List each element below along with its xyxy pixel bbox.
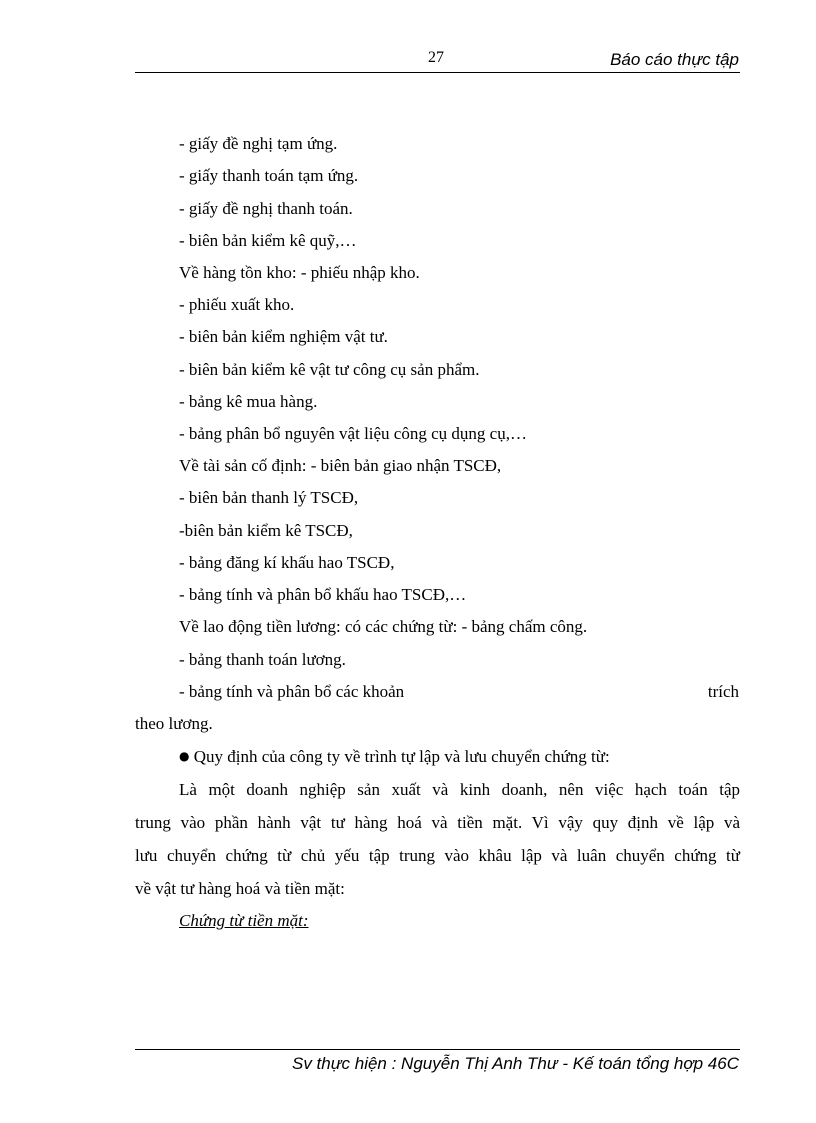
paragraph-line: trung vào phần hành vật tư hàng hoá và tiền mặt. Vì vậy quy định về lập và: [135, 813, 740, 832]
body-line: - bảng thanh toán lương.: [179, 650, 346, 669]
body-line: Về hàng tồn kho: - phiếu nhập kho.: [179, 263, 420, 282]
body-line: Về tài sản cố định: - biên bản giao nhận TSCĐ,: [179, 456, 502, 475]
header-title: Báo cáo thực tập: [610, 50, 739, 69]
body-line: - bảng kê mua hàng.: [179, 392, 318, 411]
body-line: - biên bản kiểm kê quỹ,…: [179, 231, 357, 250]
paragraph-line: lưu chuyển chứng từ chủ yếu tập trung vào khâu lập và luân chuyển chứng từ: [135, 846, 740, 865]
footer-rule: [135, 1049, 740, 1050]
body-line: - bảng tính và phân bổ khấu hao TSCĐ,…: [179, 585, 467, 604]
body-line: - biên bản thanh lý TSCĐ,: [179, 488, 359, 507]
paragraph-line: về vật tư hàng hoá và tiền mặt:: [135, 879, 345, 898]
header-rule: [135, 72, 740, 73]
body-line: - giấy đề nghị tạm ứng.: [179, 134, 338, 153]
body-line: - phiếu xuất kho.: [179, 295, 295, 314]
body-line: theo lương.: [135, 714, 213, 733]
bullet-icon: ●: [179, 749, 190, 763]
bullet-item: [179, 746, 610, 767]
footer-text: Sv thực hiện : Nguyễn Thị Anh Thư - Kế toán tổng hợp 46C: [292, 1054, 739, 1073]
body-line: - giấy thanh toán tạm ứng.: [179, 166, 359, 185]
body-line: - biên bản kiểm kê vật tư công cụ sản phẩm.: [179, 360, 480, 379]
bullet-text: Quy định của công ty về trình tự lập và lưu chuyển chứng từ:: [193, 747, 610, 766]
body-line: Về lao động tiền lương: có các chứng từ: - bảng chấm công.: [179, 617, 588, 636]
body-line: -biên bản kiểm kê TSCĐ,: [179, 521, 353, 540]
section-subheading: Chứng từ tiền mặt:: [179, 911, 309, 930]
trich-word: trích: [707, 682, 739, 701]
body-line: - bảng phân bổ nguyên vật liệu công cụ dụng cụ,…: [179, 424, 527, 443]
body-line: - bảng tính và phân bổ các khoản: [179, 682, 405, 701]
paragraph-line: Là một doanh nghiệp sản xuất và kinh doanh, nên việc hạch toán tập: [179, 780, 740, 799]
body-line: - biên bản kiểm nghiệm vật tư.: [179, 327, 388, 346]
page-number: 27: [428, 49, 444, 66]
body-line: - bảng đăng kí khấu hao TSCĐ,: [179, 553, 395, 572]
body-line: - giấy đề nghị thanh toán.: [179, 199, 353, 218]
